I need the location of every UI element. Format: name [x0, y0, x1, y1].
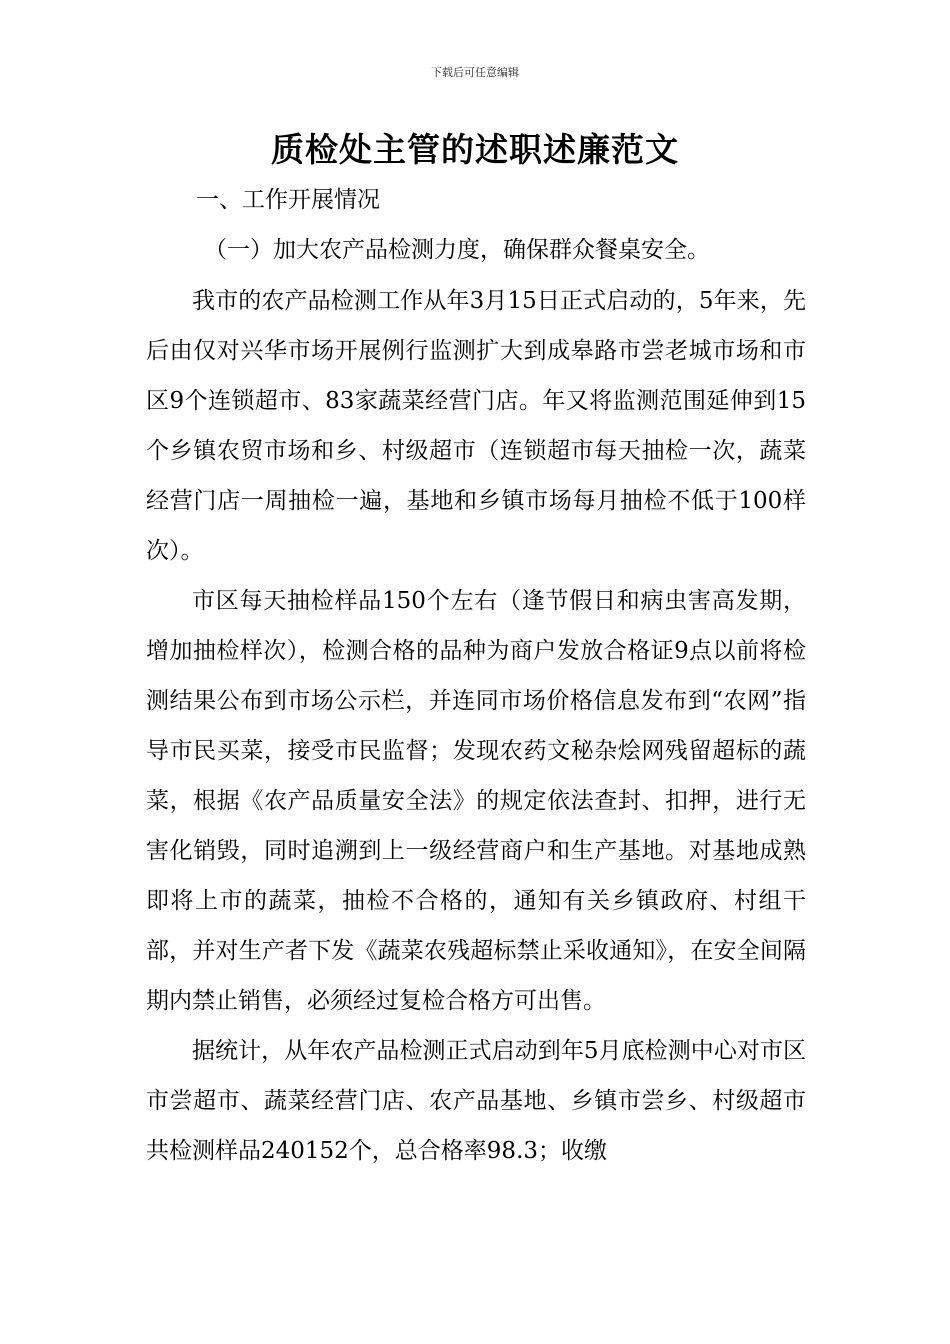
section-heading: 一、工作开展情况: [196, 187, 380, 213]
document-title: 质检处主管的述职述廉范文: [271, 130, 679, 169]
header-note: 下载后可任意编辑: [431, 66, 519, 79]
paragraph: 市区每天抽检样品150个左右（逢节假日和病虫害高发期，增加抽检样次），检测合格的品种为商户发放合格证9点以前将检测结果公布到市场公示栏，并连同市场价格信息发布到“农网”指导市民买菜，接受市民监督；发现农药文秘杂烩网残留超标的蔬菜，根据《农产品质量安全法》的规定依法查封、扣押，进行无害化销毁，同时追溯到上一级经营商户和生产基地。对基地成熟即将上市的蔬菜，抽检不合格的，通知有关乡镇政府、村组干部，并对生产者下发《蔬菜农残超标禁止采收通知》，在安全间隔期内禁止销售，必须经过复检合格方可出售。: [146, 588, 806, 1014]
subsection-heading: （一）加大农产品检测力度，确保群众餐桌安全。: [204, 237, 710, 263]
paragraph: 据统计，从年农产品检测正式启动到年5月底检测中心对市区市尝超市、蔬菜经营门店、农产品基地、乡镇市尝乡、村级超市共检测样品240152个，总合格率98.3；收缴: [146, 1038, 806, 1164]
paragraph: 我市的农产品检测工作从年3月15日正式启动的，5年来，先后由仅对兴华市场开展例行监测扩大到成皋路市尝老城市场和市区9个连锁超市、83家蔬菜经营门店。年又将监测范围延伸到15个乡镇农贸市场和乡、村级超市（连锁超市每天抽检一次，蔬菜经营门店一周抽检一遍，基地和乡镇市场每月抽检不低于100样次）。: [146, 288, 806, 564]
document-body: [146, 276, 806, 1176]
